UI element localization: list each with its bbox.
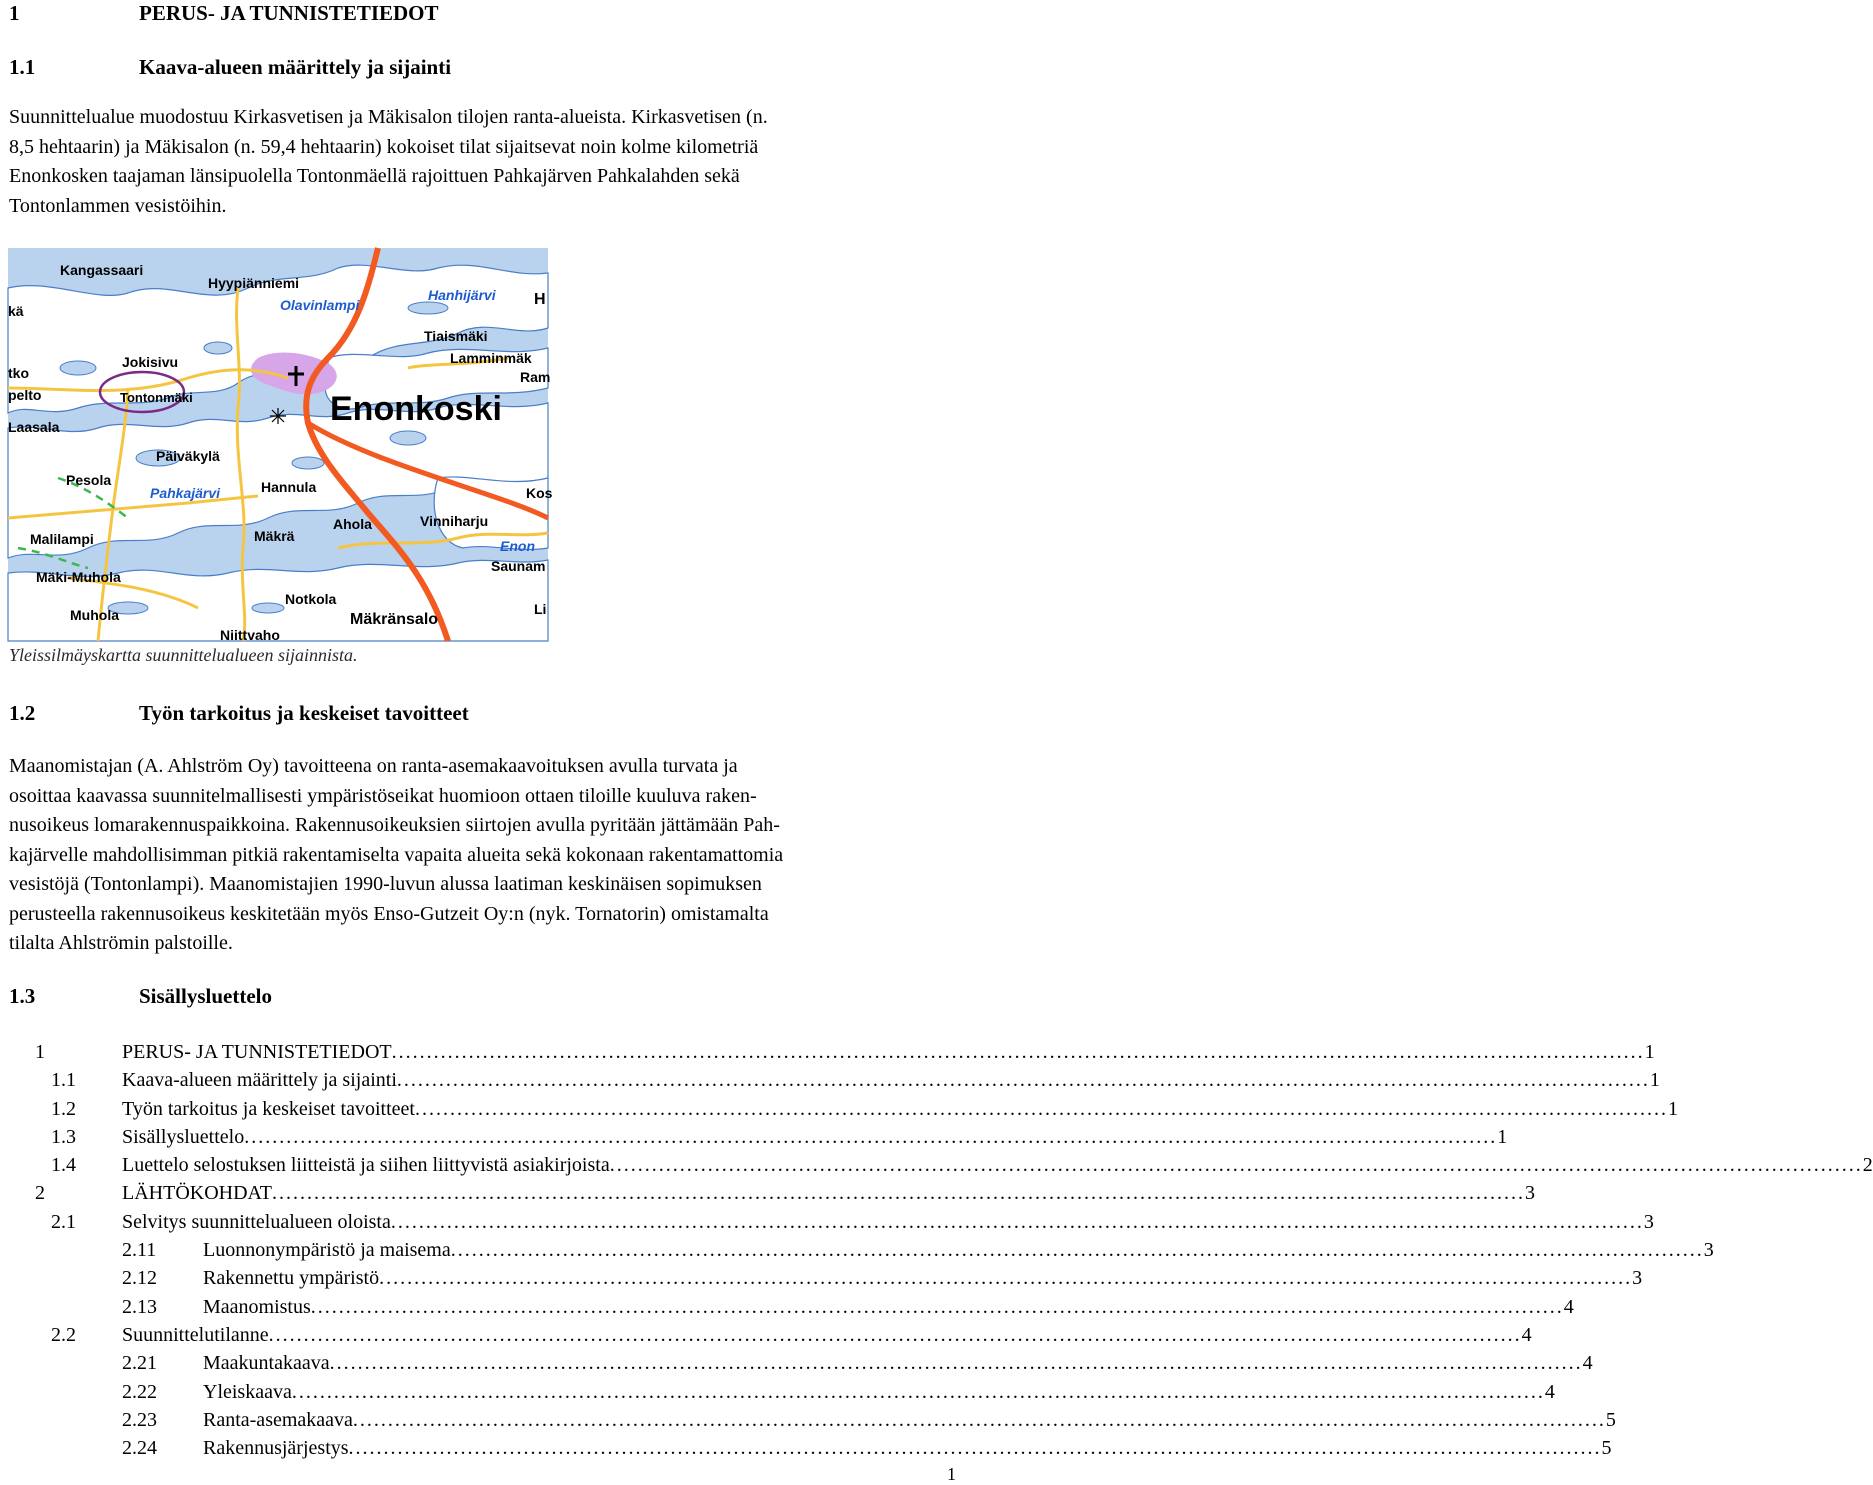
toc-entry[interactable] [0,1236,1714,1264]
toc-entry-number: 2.22 [122,1380,157,1403]
paragraph-line: Tontonlammen vesistöihin. [9,194,227,217]
toc-entry[interactable] [0,1293,1574,1321]
toc-entry-number: 1.2 [51,1097,76,1120]
toc-entry-page: 5 [1605,1408,1616,1431]
heading-title: PERUS- JA TUNNISTETIEDOT [139,1,439,25]
section-number: 1.2 [9,701,36,725]
map-label-tko: tko [8,365,29,381]
map-label-niittvaho: Niittvaho [220,627,280,643]
toc-entry-page: 1 [1644,1041,1655,1063]
toc-entry[interactable] [0,1321,1532,1349]
map-label-makransalo: Mäkränsalo [350,611,439,628]
toc-entry[interactable] [0,1349,1593,1377]
section-title: Työn tarkoitus ja keskeiset tavoitteet [139,701,469,725]
toc-entry-title: Maanomistus [203,1295,311,1318]
heading-number: 1 [9,1,20,25]
toc-leader-dots [415,1095,1666,1123]
toc-entry-text [203,1236,1714,1264]
toc-entry-text [122,1208,1654,1236]
toc-entry[interactable] [0,1066,1660,1094]
map-label-pahkajarvi: Pahkajärvi [150,485,221,501]
toc-entry-title: PERUS- JA TUNNISTETIEDOT [122,1041,392,1063]
toc-entry-text [122,1123,1508,1151]
map-label-vinniharju: Vinniharju [420,513,489,529]
toc-entry-text [122,1038,1655,1066]
map-label-hannula: Hannula [261,479,317,495]
toc-entry-text [203,1434,1612,1462]
toc-leader-dots [311,1293,1562,1321]
map-label-tiaismaki: Tiaismäki [424,328,488,344]
map-label-ram: Ram [520,369,551,385]
map-label-jokisivu: Jokisivu [122,354,179,370]
toc-entry-text [203,1349,1593,1377]
toc-leader-dots [397,1066,1648,1094]
toc-entry[interactable] [0,1038,1655,1066]
map-label-lamminmak: Lamminmäk [450,350,532,366]
toc-entry[interactable] [0,1264,1643,1292]
section-1-1-heading [9,54,451,80]
toc-entry-number: 2.21 [122,1352,157,1375]
toc-entry-text [122,1095,1678,1123]
main-heading [9,0,439,26]
toc-entry-text [203,1378,1555,1406]
toc-leader-dots [451,1236,1702,1264]
paragraph-line: perusteella rakennusoikeus keskitetään myös Enso-Gutzeit Oy:n (nyk. Tornatorin) omistamalta [9,902,769,925]
paragraph-line: kajärvelle mahdollisimman pitkiä rakentamiselta vapaita alueita sekä kokonaan rakentamattomia [9,843,784,866]
toc-entry-number: 2.1 [51,1210,76,1233]
toc-entry-text [203,1406,1616,1434]
toc-entry-text [122,1179,1535,1207]
section-number: 1.3 [9,984,36,1008]
map-label-makra: Mäkrä [254,528,295,544]
toc-entry-number: 1.4 [51,1154,76,1177]
toc-entry[interactable] [0,1208,1654,1236]
toc-entry-title: Selvitys suunnittelualueen oloista [122,1210,391,1233]
toc-entry-number: 2.13 [122,1295,157,1318]
map-label-laasala: Laasala [8,419,60,435]
map-label-muhola: Muhola [70,607,119,623]
toc-entry-page: 5 [1601,1437,1612,1460]
map-label-olavinlampi: Olavinlampi [280,297,360,313]
page-number: 1 [947,1464,956,1484]
toc-entry-text [122,1321,1532,1349]
toc-entry-page: 3 [1703,1239,1714,1262]
paragraph-line: vesistöjä (Tontonlampi). Maanomistajien 1990-luvun alussa laatiman keskinäisen sopimuksen [9,873,762,895]
paragraph-line: tilalta Ahlströmin palstoille. [9,932,233,954]
toc-leader-dots [391,1208,1642,1236]
map-label-tontonmaki: Tontonmäki [120,390,193,405]
toc-entry-number: 2.24 [122,1437,157,1460]
toc-entry-page: 1 [1649,1069,1660,1092]
toc-entry[interactable] [0,1123,1508,1151]
map-label-ahola: Ahola [333,516,372,532]
toc-entry[interactable] [0,1151,1873,1179]
toc-entry-page: 4 [1544,1380,1555,1403]
toc-entry-title: LÄHTÖKOHDAT [122,1182,272,1205]
toc-entry-page: 3 [1632,1267,1643,1290]
toc-entry-title: Luonnonympäristö ja maisema [203,1239,451,1262]
map-label-hanhijarvi: Hanhijärvi [428,287,496,303]
toc-entry-title: Rakennusjärjestys [203,1437,349,1460]
map-label-kangassaari: Kangassaari [60,262,144,278]
toc-entry-title: Ranta-asemakaava [203,1408,353,1431]
toc-entry-page: 3 [1643,1210,1654,1233]
paragraph-line: Enonkosken taajaman länsipuolella Tontonmäellä rajoittuen Pahkajärven Pahkalahden sekä [9,165,740,187]
map-label-li: Li [534,601,547,617]
toc-entry-title: Maakuntakaava [203,1352,330,1375]
toc-entry-text [203,1293,1574,1321]
section-number: 1.1 [9,55,36,79]
toc-leader-dots [272,1179,1523,1207]
map-label-notkola: Notkola [285,591,337,607]
toc-entry[interactable] [0,1095,1678,1123]
toc-entry-title: Sisällysluettelo [122,1125,245,1148]
section-title: Kaava-alueen määrittely ja sijainti [139,55,452,79]
toc-entry-number: 1.1 [51,1069,76,1092]
toc-leader-dots [379,1264,1630,1292]
map-caption: Yleissilmäyskartta suunnittelualueen sijainnista. [9,645,358,665]
toc-entry-title: Työn tarkoitus ja keskeiset tavoitteet [122,1097,415,1120]
toc-entry[interactable] [0,1434,1612,1462]
map-label-malilampi: Malilampi [30,531,94,547]
toc-entry-text [203,1264,1643,1292]
section-1-1-paragraph [9,103,954,221]
map-label-makimuhola: Mäki-Muhola [36,569,121,585]
toc-entry-number: 2.23 [122,1408,157,1431]
toc-leader-dots [330,1349,1581,1377]
toc-entry-title: Rakennettu ympäristö [203,1267,380,1290]
paragraph-line: nusoikeus lomarakennuspaikkoina. Rakennusoikeuksien siirtojen avulla pyritään jättämään Pah- [9,814,780,836]
toc-leader-dots [392,1038,1643,1066]
toc-entry[interactable] [0,1378,1555,1406]
section-1-2-paragraph [9,752,954,959]
map-label-hyypianniemi: Hyypiänniemi [208,275,300,291]
toc-entry-title: Luettelo selostuksen liitteistä ja siihen liittyvistä asiakirjoista [122,1154,610,1177]
toc-entry-page: 1 [1497,1125,1508,1148]
toc-entry[interactable] [0,1406,1616,1434]
toc-leader-dots [353,1406,1604,1434]
toc-entry-page: 4 [1521,1323,1532,1346]
toc-entry-title: Yleiskaava [203,1380,292,1403]
section-1-2-heading [9,700,469,726]
map-label-paivakyla: Päiväkylä [156,448,220,464]
asterisk-marker-icon [270,408,286,424]
toc-entry-title: Kaava-alueen määrittely ja sijainti [122,1069,397,1092]
paragraph-line: Suunnittelualue muodostuu Kirkasvetisen ja Mäkisalon tilojen ranta-alueista. Kirkasvetisen (n. [9,106,768,128]
toc-leader-dots [244,1123,1495,1151]
map-label-h: H [534,291,546,308]
toc-entry-title: Suunnittelutilanne [122,1323,269,1346]
toc-entry-page: 3 [1524,1182,1535,1205]
toc-entry-number: 2.11 [122,1239,157,1262]
toc-leader-dots [610,1151,1861,1179]
toc-entry-number: 2 [35,1182,45,1205]
paragraph-line: Maanomistajan (A. Ahlström Oy) tavoitteena on ranta-asemakaavoituksen avulla turvata ja [9,755,738,777]
toc-entry-number: 1 [35,1041,45,1063]
toc-leader-dots [292,1378,1543,1406]
map-label-enon: Enon [500,538,535,554]
map-label-enonkoski: Enonkoski [330,390,502,428]
toc-entry-number: 2.12 [122,1267,157,1290]
paragraph-line: 8,5 hehtaarin) ja Mäkisalon (n. 59,4 hehtaarin) kokoiset tilat sijaitsevat noin kolme kilometriä [9,135,759,158]
table-of-contents [0,1038,1873,1462]
toc-entry-page: 4 [1582,1352,1593,1375]
toc-entry[interactable] [0,1179,1535,1207]
toc-entry-text [122,1151,1873,1179]
map-label-pesola: Pesola [66,472,112,488]
map-label-ka: kä [8,303,24,319]
toc-entry-text [122,1066,1660,1094]
section-title: Sisällysluettelo [139,984,273,1008]
map-label-kos: Kos [526,485,553,501]
toc-entry-page: 2 [1862,1154,1873,1177]
map-label-saunam: Saunam [491,558,546,574]
toc-entry-page: 1 [1667,1097,1678,1120]
toc-entry-page: 4 [1563,1295,1574,1318]
location-map [8,248,553,643]
toc-leader-dots [349,1434,1600,1462]
toc-entry-number: 2.2 [51,1323,76,1346]
map-label-pelto: pelto [8,387,42,403]
toc-leader-dots [269,1321,1520,1349]
toc-entry-number: 1.3 [51,1125,76,1148]
section-1-3-heading [9,983,272,1009]
paragraph-line: osoittaa kaavassa suunnitelmallisesti ympäristöseikat huomioon ottaen tiloille kuuluva raken- [9,784,757,807]
